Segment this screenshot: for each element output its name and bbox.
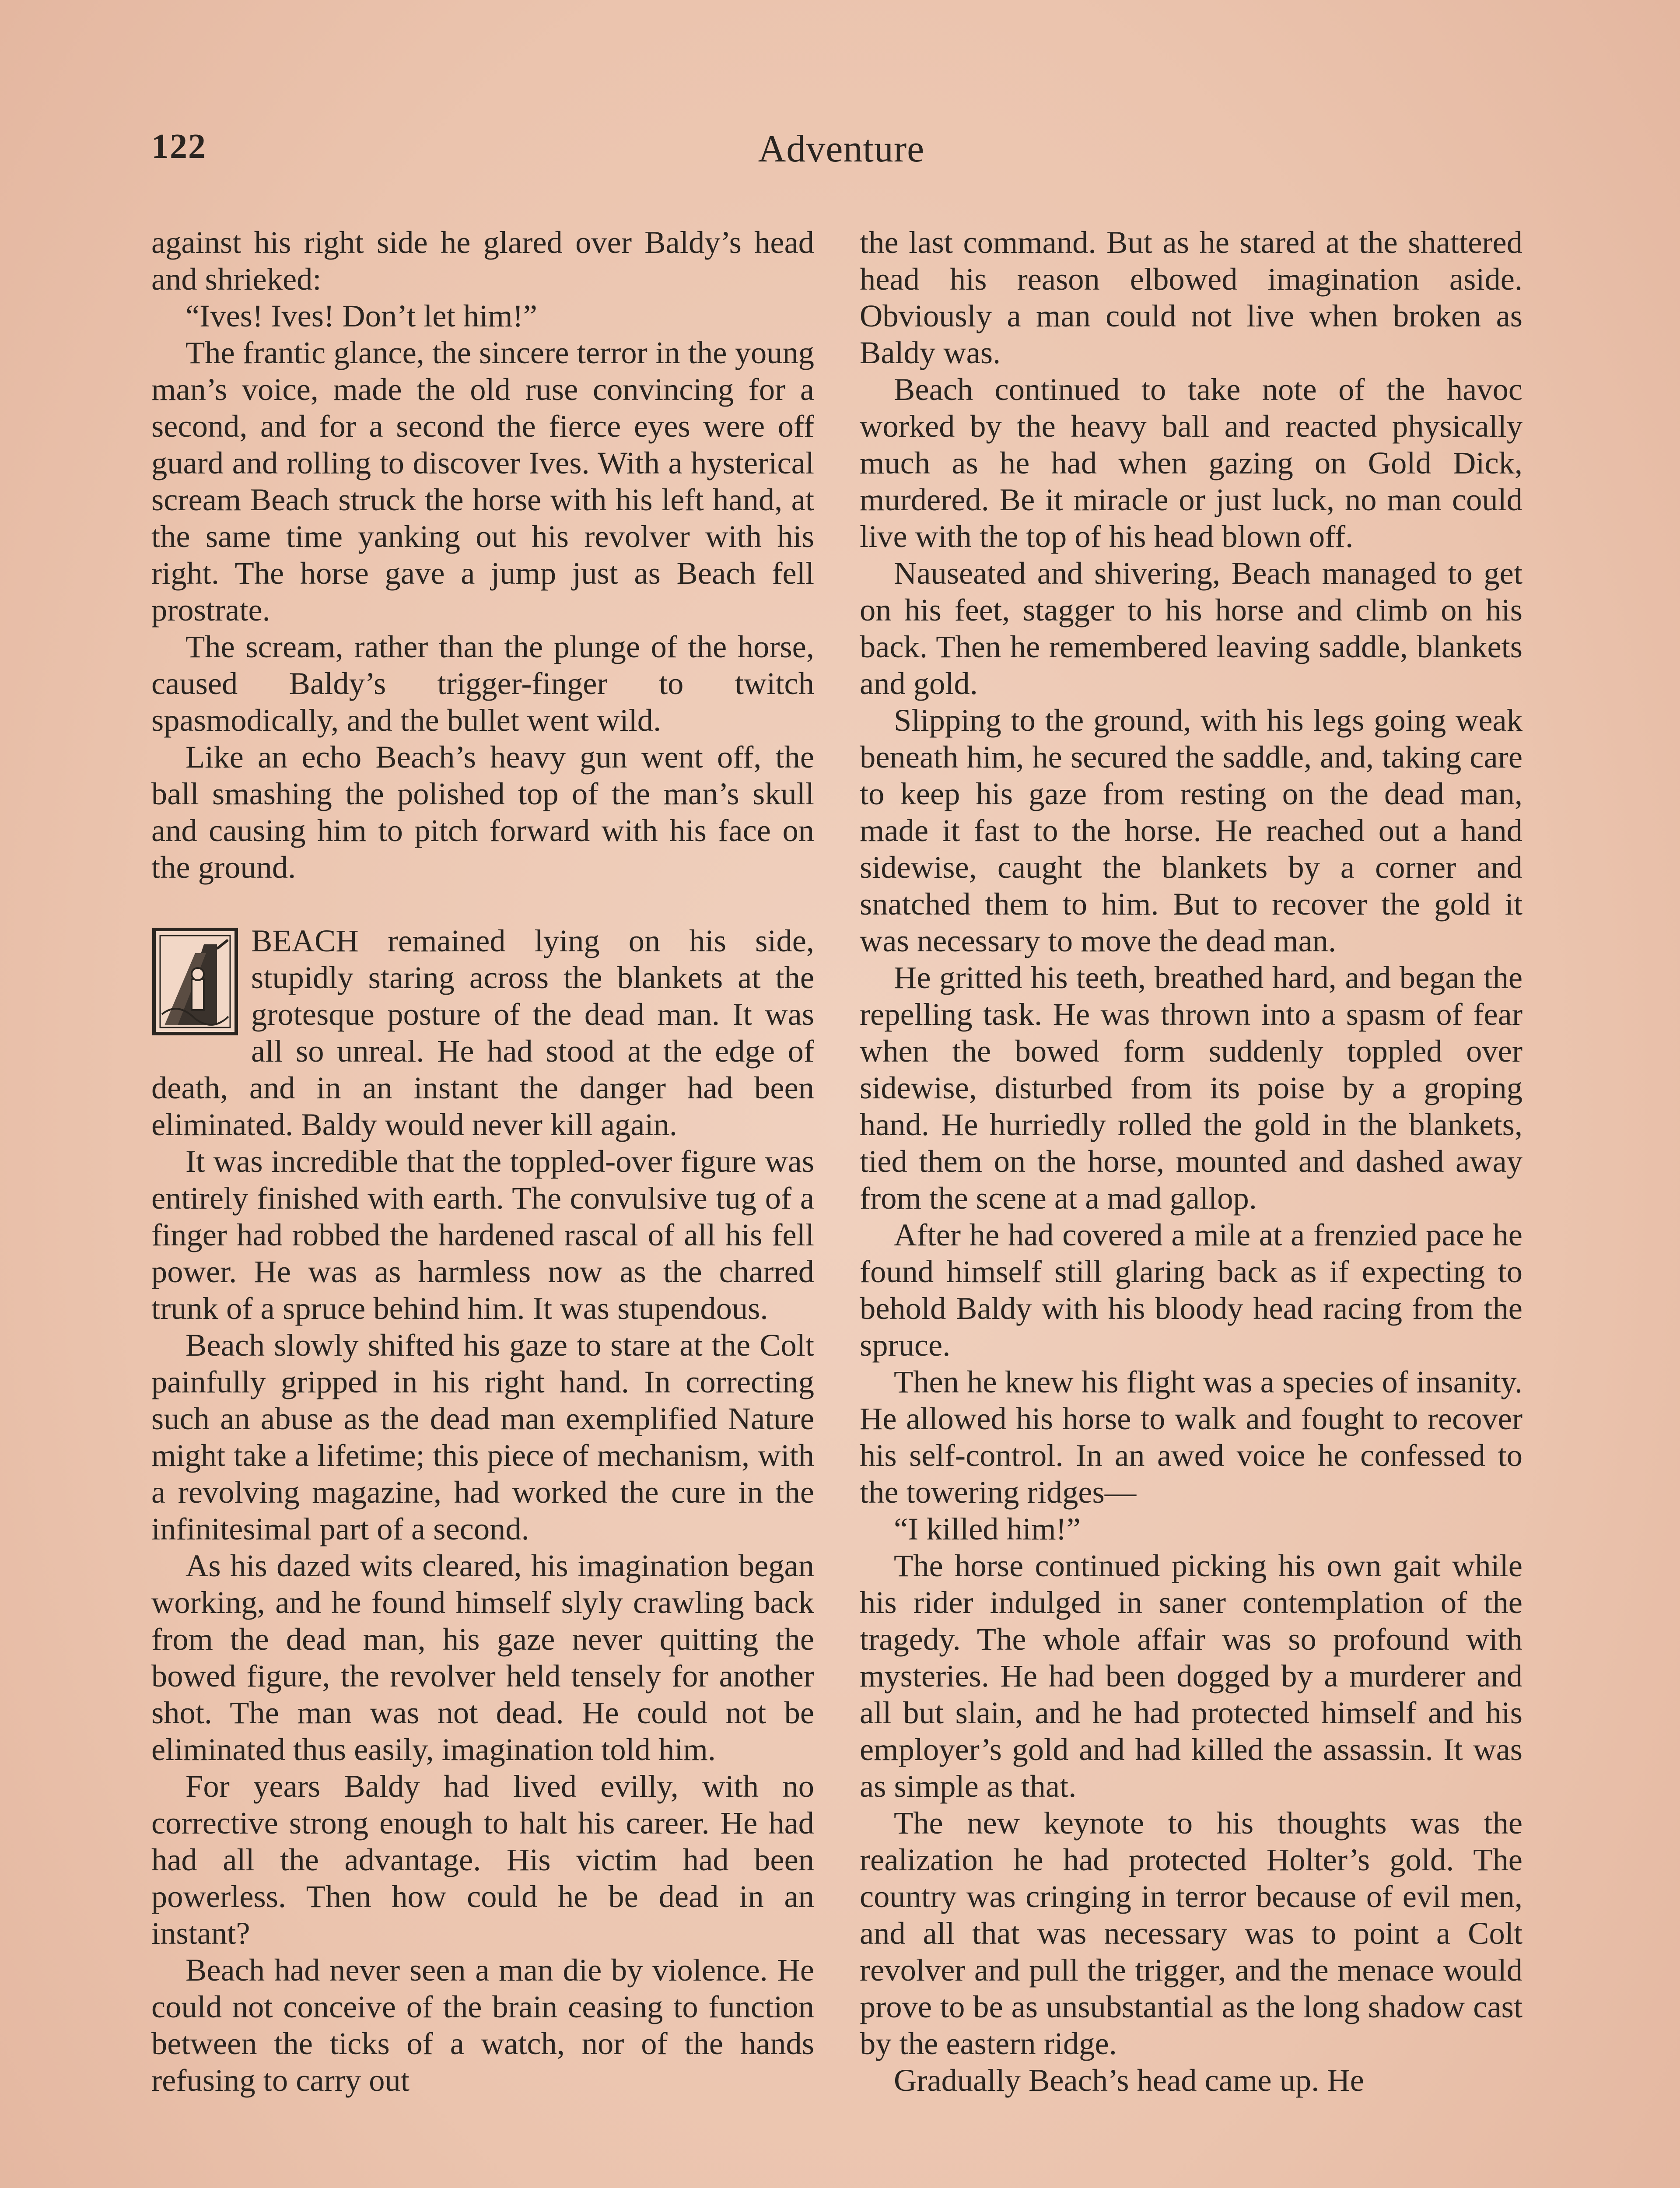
right-column bbox=[860, 224, 1522, 2099]
paragraph: Beach had never seen a man die by violence. He could not conceive of the brain ceasing to function between the ticks of a watch, nor of the hands refusing to carry out bbox=[151, 1952, 814, 2098]
left-column bbox=[151, 224, 814, 2099]
section-opening-text: BEACH remained lying on his side, stupidly staring across the blankets at the grotesque posture of the dead man. It was all so unreal. He had stood at the edge of death, and in an instant the danger had been eliminated. Baldy would never kill again. bbox=[151, 923, 814, 1142]
paragraph: the last command. But as he stared at the shattered head his reason elbowed imagination aside. Obviously a man could not live when broken as Baldy was. bbox=[860, 224, 1522, 370]
section-opening-paragraph bbox=[151, 922, 814, 1143]
decorative-initial-icon bbox=[151, 927, 239, 1036]
paragraph: The scream, rather than the plunge of the horse, caused Baldy’s trigger-finger to twitch spasmodically, and the bullet went wild. bbox=[151, 629, 814, 738]
page-header bbox=[151, 127, 1531, 188]
paragraph: Slipping to the ground, with his legs going weak beneath him, he secured the saddle, and, taking care to keep his gaze from resting on the dead man, made it fast to the horse. He reached out a hand sidewise, caught the blankets by a corner and snatched them to him. But to recover the gold it was necessary to move the dead man. bbox=[860, 702, 1522, 958]
paragraph: The horse continued picking his own gait while his rider indulged in saner contemplation of the tragedy. The whole affair was so profound with mysteries. He had been dogged by a murderer and all but slain, and he had protected himself and his employer’s gold and had killed the assassin. It was as simple as that. bbox=[860, 1548, 1522, 1804]
paragraph: For years Baldy had lived evilly, with no corrective strong enough to halt his career. He had had all the advantage. His victim had been powerless. Then how could he be dead in an instant? bbox=[151, 1768, 814, 1951]
paragraph: The new keynote to his thoughts was the realization he had protected Holter’s gold. The country was cringing in terror because of evil men, and all that was necessary was to point a Colt revolver and pull the trigger, and the menace would prove to be as unsubstantial as the long shadow cast by the eastern ridge. bbox=[860, 1805, 1522, 2061]
paragraph: Beach slowly shifted his gaze to stare at the Colt painfully gripped in his right hand. In correcting such an abuse as the dead man exemplified Nature might take a lifetime; this piece of mechanism, with a revolving magazine, had worked the cure in the infinitesimal part of a second. bbox=[151, 1327, 814, 1546]
paragraph: As his dazed wits cleared, his imagination began working, and he found himself slyly crawling back from the dead man, his gaze never quitting the bowed figure, the revolver held tensely for another shot. The man was not dead. He could not be eliminated thus easily, imagination told him. bbox=[151, 1548, 814, 1767]
paragraph: It was incredible that the toppled-over figure was entirely finished with earth. The convulsive tug of a finger had robbed the hardened rascal of all his fell power. He was as harmless now as the charred trunk of a spruce behind him. It was stupendous. bbox=[151, 1143, 814, 1326]
paragraph: He gritted his teeth, breathed hard, and began the repelling task. He was thrown into a spasm of fear when the bowed form suddenly toppled over sidewise, disturbed from its poise by a groping hand. He hurriedly rolled the gold in the blankets, tied them on the horse, mounted and dashed away from the scene at a mad gallop. bbox=[860, 960, 1522, 1216]
paragraph: After he had covered a mile at a frenzied pace he found himself still glaring back as if expecting to behold Baldy with his bloody head racing from the spruce. bbox=[860, 1217, 1522, 1363]
paragraph: Then he knew his flight was a species of insanity. He allowed his horse to walk and fought to recover his self-control. In an awed voice he confessed to the towering ridges— bbox=[860, 1364, 1522, 1510]
paragraph: The frantic glance, the sincere terror in the young man’s voice, made the old ruse convincing for a second, and for a second the fierce eyes were off guard and rolling to discover Ives. With a hysterical scream Beach struck the horse with his left hand, at the same time yanking out his revolver with his right. The horse gave a jump just as Beach fell prostrate. bbox=[151, 335, 814, 628]
paragraph: Beach continued to take note of the havoc worked by the heavy ball and reacted physically much as he had when gazing on Gold Dick, murdered. Be it miracle or just luck, no man could live with the top of his head blown off. bbox=[860, 372, 1522, 554]
paragraph: against his right side he glared over Baldy’s head and shrieked: bbox=[151, 224, 814, 297]
paragraph: Like an echo Beach’s heavy gun went off, the ball smashing the polished top of the man’s skull and causing him to pitch forward with his face on the ground. bbox=[151, 739, 814, 885]
page-number: 122 bbox=[151, 127, 206, 166]
paragraph: Nauseated and shivering, Beach managed to get on his feet, stagger to his horse and climb on his back. Then he remembered leaving saddle, blankets and gold. bbox=[860, 555, 1522, 701]
paragraph: Gradually Beach’s head came up. He bbox=[894, 2062, 1364, 2098]
paragraph: “Ives! Ives! Don’t let him!” bbox=[186, 298, 537, 333]
paragraph: “I killed him!” bbox=[894, 1511, 1081, 1546]
magazine-title: Adventure bbox=[758, 128, 925, 170]
